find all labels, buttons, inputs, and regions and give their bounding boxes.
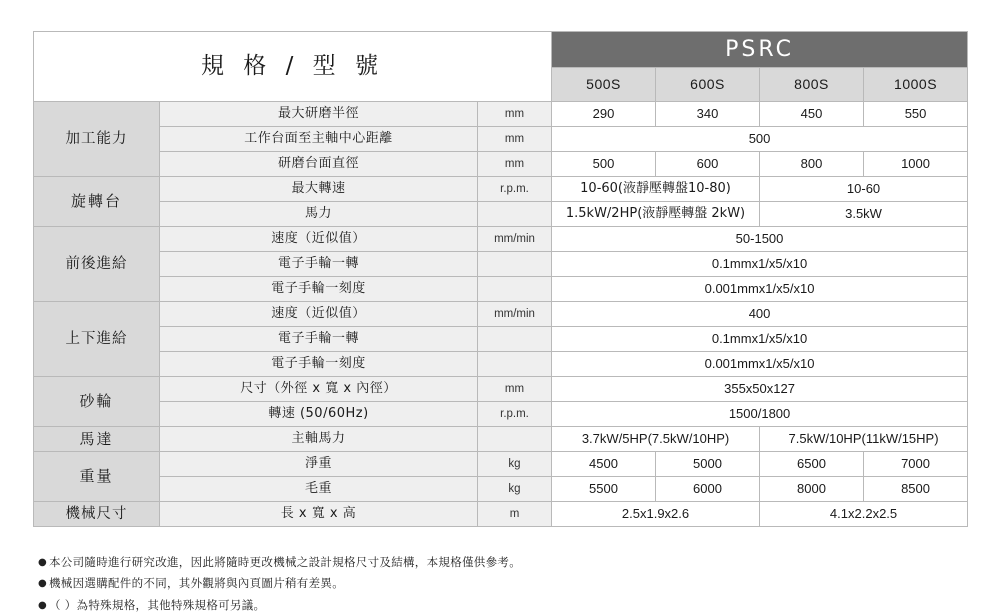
item-label-cell: 速度（近似值） — [160, 302, 478, 327]
bullet-icon: ● — [38, 599, 48, 611]
table-row — [34, 252, 968, 277]
table-row — [34, 352, 968, 377]
value-cell: 0.001mmx1/x5/x10 — [552, 277, 968, 302]
header-title: 規 格 / 型 號 — [34, 32, 552, 102]
table-row — [34, 427, 968, 452]
value-cell: 7000 — [864, 452, 968, 477]
unit-cell: mm — [478, 152, 552, 177]
item-label-cell: 馬力 — [160, 202, 478, 227]
unit-cell — [478, 352, 552, 377]
item-label-cell: 最大研磨半徑 — [160, 102, 478, 127]
category-cell: 馬達 — [34, 427, 160, 452]
item-label-cell: 電子手輪一刻度 — [160, 277, 478, 302]
table-row — [34, 477, 968, 502]
specification-table — [33, 31, 968, 527]
value-cell: 800 — [760, 152, 864, 177]
unit-cell: m — [478, 502, 552, 527]
header-model-600s: 600S — [656, 68, 760, 102]
table-row — [34, 177, 968, 202]
unit-cell — [478, 202, 552, 227]
unit-cell: mm — [478, 377, 552, 402]
unit-cell: mm/min — [478, 227, 552, 252]
value-cell: 0.1mmx1/x5/x10 — [552, 252, 968, 277]
item-label-cell: 尺寸（外徑 x 寬 x 內徑） — [160, 377, 478, 402]
value-cell: 50-1500 — [552, 227, 968, 252]
table-body — [34, 102, 968, 527]
value-cell: 10-60(液靜壓轉盤10-80) — [552, 177, 760, 202]
value-cell: 340 — [656, 102, 760, 127]
value-cell: 355x50x127 — [552, 377, 968, 402]
value-cell: 600 — [656, 152, 760, 177]
bullet-icon: ● — [38, 578, 48, 590]
item-label-cell: 電子手輪一刻度 — [160, 352, 478, 377]
value-cell: 8000 — [760, 477, 864, 502]
value-cell: 8500 — [864, 477, 968, 502]
category-cell: 上下進給 — [34, 302, 160, 377]
category-cell: 加工能力 — [34, 102, 160, 177]
value-cell: 5000 — [656, 452, 760, 477]
unit-cell: mm/min — [478, 302, 552, 327]
item-label-cell: 淨重 — [160, 452, 478, 477]
table-row — [34, 377, 968, 402]
value-cell: 1.5kW/2HP(液靜壓轉盤 2kW) — [552, 202, 760, 227]
unit-cell: kg — [478, 452, 552, 477]
category-cell: 前後進給 — [34, 227, 160, 302]
value-cell: 0.001mmx1/x5/x10 — [552, 352, 968, 377]
item-label-cell: 研磨台面直徑 — [160, 152, 478, 177]
category-cell: 砂輪 — [34, 377, 160, 427]
value-cell: 500 — [552, 127, 968, 152]
header-model-500s: 500S — [552, 68, 656, 102]
unit-cell — [478, 277, 552, 302]
header-brand: PSRC — [552, 32, 968, 68]
item-label-cell: 長 x 寬 x 高 — [160, 502, 478, 527]
value-cell: 550 — [864, 102, 968, 127]
table-row — [34, 102, 968, 127]
value-cell: 1500/1800 — [552, 402, 968, 427]
value-cell: 6000 — [656, 477, 760, 502]
item-label-cell: 速度（近似值） — [160, 227, 478, 252]
item-label-cell: 最大轉速 — [160, 177, 478, 202]
category-cell: 旋轉台 — [34, 177, 160, 227]
table-row — [34, 402, 968, 427]
value-cell: 7.5kW/10HP(11kW/15HP) — [760, 427, 968, 452]
footnote-text: 本公司隨時進行研究改進，因此將隨時更改機械之設計規格尺寸及結構，本規格僅供參考。 — [49, 555, 521, 569]
header-model-800s: 800S — [760, 68, 864, 102]
value-cell: 0.1mmx1/x5/x10 — [552, 327, 968, 352]
table-row — [34, 127, 968, 152]
footnotes — [38, 552, 938, 616]
footnote-text: 機械因選購配件的不同，其外觀將與內頁圖片稍有差異。 — [49, 576, 344, 591]
spec-table-container — [33, 31, 967, 527]
unit-cell — [478, 252, 552, 277]
footnote-text: （ ）為特殊規格，其他特殊規格可另議。 — [49, 597, 266, 612]
item-label-cell: 主軸馬力 — [160, 427, 478, 452]
table-row — [34, 327, 968, 352]
table-row — [34, 202, 968, 227]
value-cell: 5500 — [552, 477, 656, 502]
footnote-item — [38, 573, 938, 594]
unit-cell: r.p.m. — [478, 177, 552, 202]
table-row — [34, 152, 968, 177]
value-cell: 6500 — [760, 452, 864, 477]
item-label-cell: 轉速 (50/60Hz) — [160, 402, 478, 427]
item-label-cell: 電子手輪一轉 — [160, 252, 478, 277]
unit-cell: r.p.m. — [478, 402, 552, 427]
value-cell: 450 — [760, 102, 864, 127]
header-model-1000s: 1000S — [864, 68, 968, 102]
table-row — [34, 302, 968, 327]
footnote-item — [38, 552, 938, 573]
unit-cell — [478, 427, 552, 452]
value-cell: 290 — [552, 102, 656, 127]
value-cell: 10-60 — [760, 177, 968, 202]
table-header — [34, 32, 968, 102]
unit-cell: mm — [478, 102, 552, 127]
value-cell: 400 — [552, 302, 968, 327]
value-cell: 500 — [552, 152, 656, 177]
table-row — [34, 227, 968, 252]
value-cell: 4500 — [552, 452, 656, 477]
item-label-cell: 電子手輪一轉 — [160, 327, 478, 352]
table-row — [34, 452, 968, 477]
item-label-cell: 工作台面至主軸中心距離 — [160, 127, 478, 152]
category-cell: 重量 — [34, 452, 160, 502]
table-row — [34, 277, 968, 302]
item-label-cell: 毛重 — [160, 477, 478, 502]
value-cell: 1000 — [864, 152, 968, 177]
value-cell: 3.7kW/5HP(7.5kW/10HP) — [552, 427, 760, 452]
unit-cell: mm — [478, 127, 552, 152]
value-cell: 4.1x2.2x2.5 — [760, 502, 968, 527]
unit-cell — [478, 327, 552, 352]
value-cell: 2.5x1.9x2.6 — [552, 502, 760, 527]
unit-cell: kg — [478, 477, 552, 502]
bullet-icon: ● — [38, 557, 48, 568]
category-cell: 機械尺寸 — [34, 502, 160, 527]
table-row — [34, 502, 968, 527]
value-cell: 3.5kW — [760, 202, 968, 227]
